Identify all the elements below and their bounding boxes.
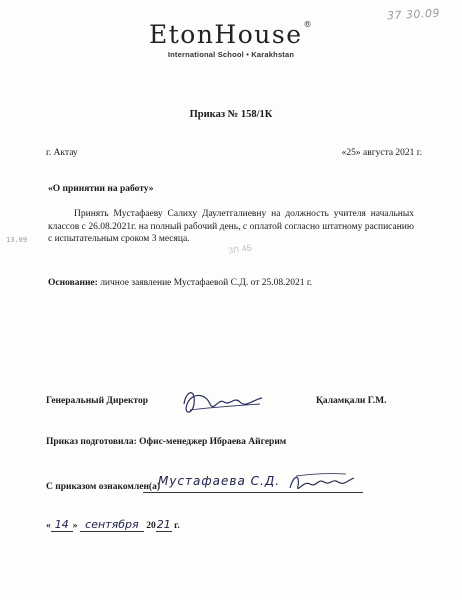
side-mark: 13.09 — [6, 236, 28, 244]
order-title: Приказ № 158/1К — [189, 109, 273, 120]
acknowledged-date — [46, 518, 180, 532]
basis-label: Основание: — [48, 278, 98, 288]
prepared-by: Приказ подготовила: Офис-менеджер Ибраева Айгерим — [46, 437, 287, 447]
date-open-quote: « — [46, 521, 51, 531]
date-close-quote: » — [72, 521, 78, 531]
order-date: «25» августа 2021 г. — [341, 148, 422, 158]
basis-text: личное заявление Мустафаевой С.Д. от 25.08.2021 г. — [97, 278, 313, 288]
order-basis — [48, 278, 312, 288]
date-year-suffix: 21 — [156, 518, 171, 531]
acknowledged-handwritten-name: Мустафаева С.Д. — [158, 474, 281, 488]
director-label: Генеральный Директор — [46, 396, 148, 406]
date-year-prefix: 20 — [146, 521, 156, 531]
date-year-end: г. — [174, 521, 180, 531]
handwritten-corner-note: 37 30.09 — [386, 6, 441, 23]
faint-stamp: ЗП 4Б — [227, 243, 253, 256]
logo-subtitle: International School • Karakhstan — [167, 50, 295, 59]
acknowledged-label: С приказом ознакомлен(а) — [46, 482, 160, 492]
director-name: Қаламқали Г.М. — [316, 396, 387, 406]
date-month: сентября — [80, 518, 144, 532]
order-subject: «О принятии на работу» — [48, 184, 154, 194]
date-day: 14 — [51, 518, 73, 532]
order-city: г. Актау — [46, 148, 78, 158]
school-logo — [0, 20, 462, 59]
order-body: Принять Мустафаеву Салиху Даулетгалиевну на должность учителя начальных классов с 26.08.2021г. на полный рабочий день, с оплатой согласно штатному расписанию с испытательным сроком 3 месяца. — [48, 209, 414, 244]
employee-signature — [286, 470, 356, 496]
logo-name: EtonHouse® — [148, 20, 314, 49]
director-signature — [176, 384, 268, 420]
